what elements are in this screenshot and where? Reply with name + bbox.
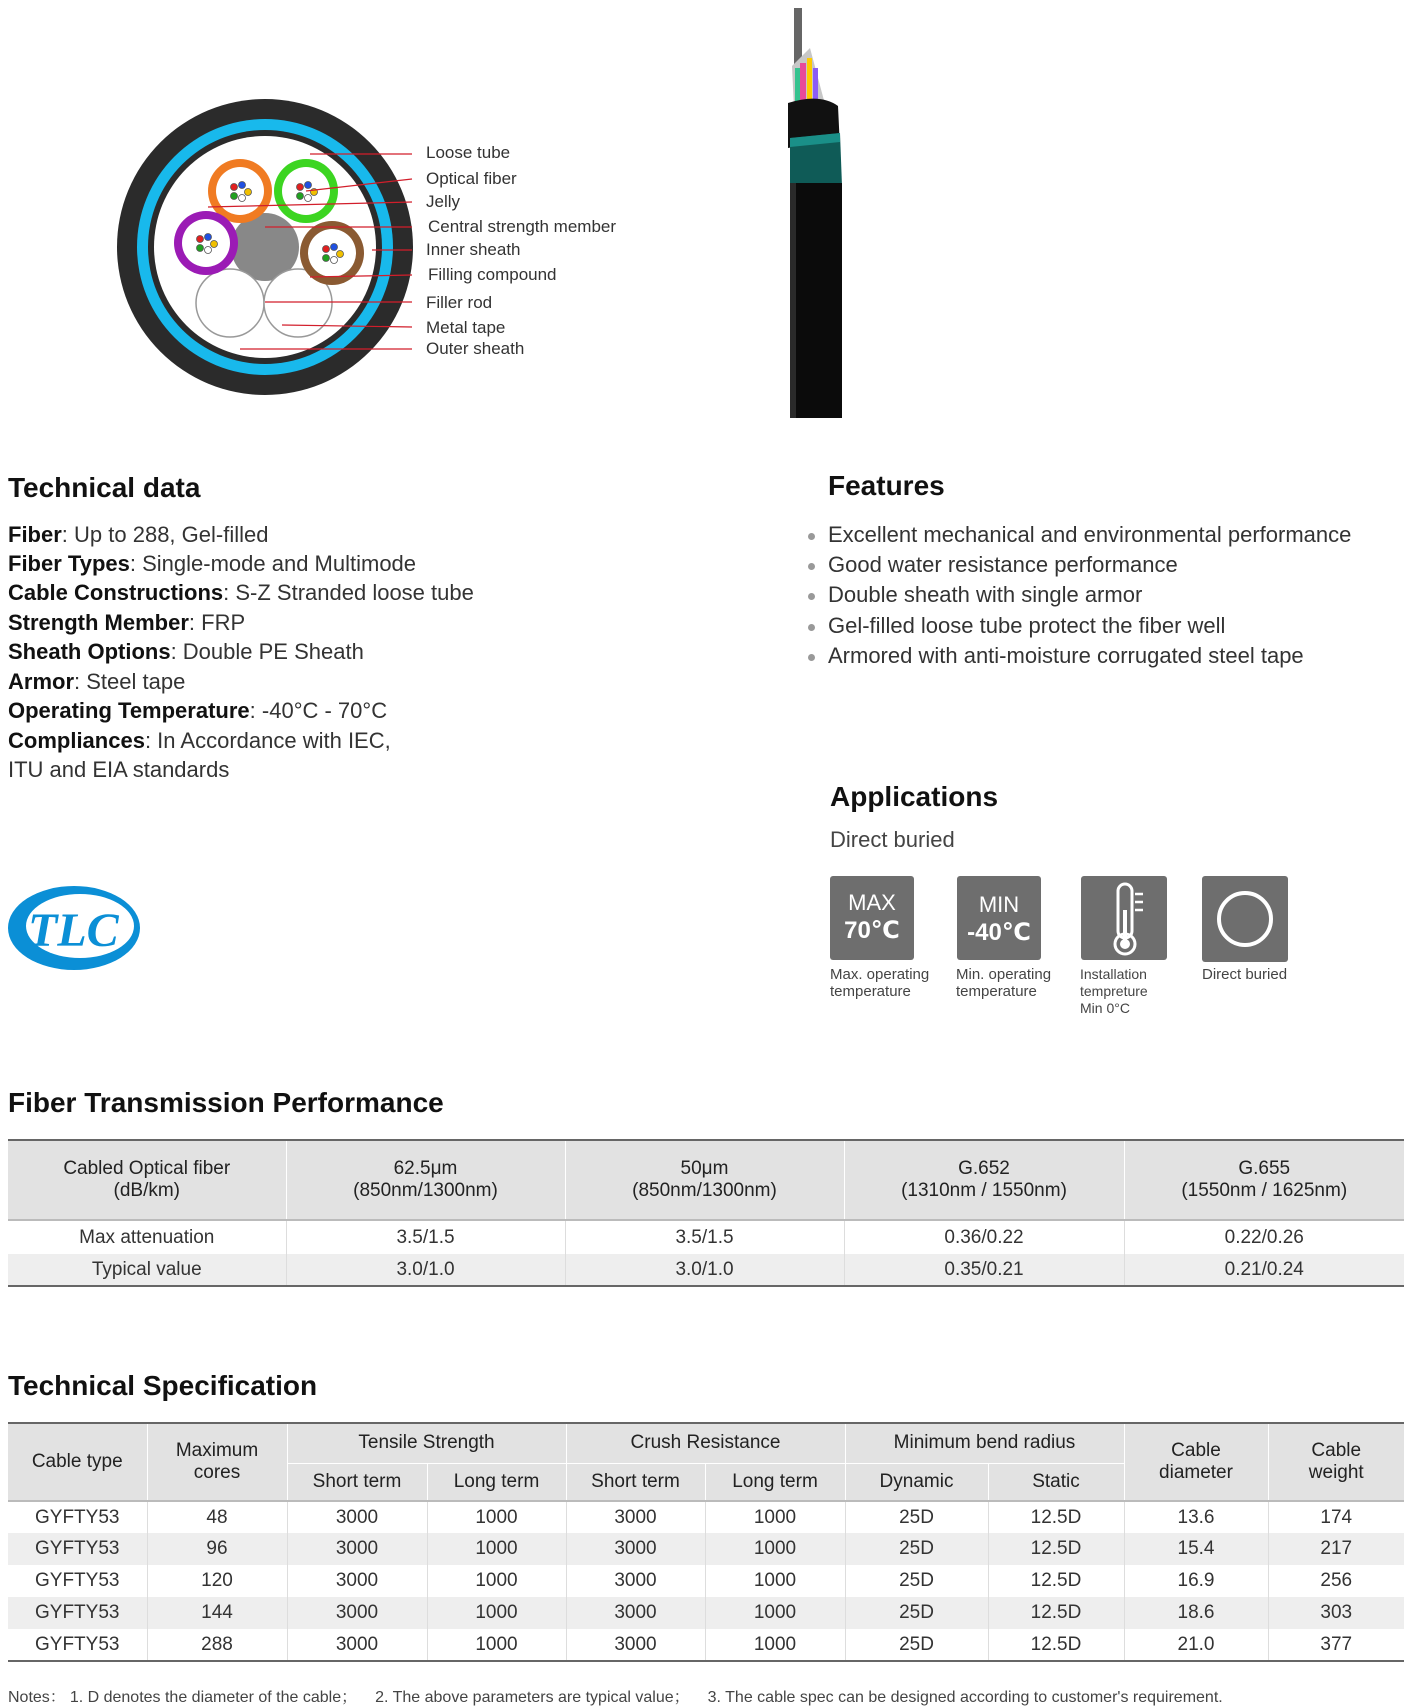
technical-data-title: Technical data bbox=[8, 472, 201, 503]
feature-item: Armored with anti-moisture corrugated steel tape bbox=[828, 643, 1304, 668]
feature-item: Double sheath with single armor bbox=[828, 582, 1143, 607]
table-row bbox=[8, 1565, 1404, 1597]
table-cell: 25D bbox=[845, 1629, 988, 1661]
table-cell: GYFTY53 bbox=[8, 1629, 147, 1661]
table-cell: GYFTY53 bbox=[8, 1533, 147, 1565]
table-cell: 3.5/1.5 bbox=[286, 1220, 565, 1254]
table-cell: 288 bbox=[147, 1629, 287, 1661]
header-cell: Short term bbox=[566, 1463, 705, 1501]
header-cell: Maximum cores bbox=[147, 1423, 287, 1501]
table-cell: 12.5D bbox=[988, 1629, 1124, 1661]
table-cell: 3000 bbox=[566, 1629, 705, 1661]
direct-buried-caption: Direct buried bbox=[1202, 966, 1288, 983]
table-cell: 3000 bbox=[287, 1533, 427, 1565]
feature-item: Gel-filled loose tube protect the fiber well bbox=[828, 613, 1226, 638]
table-cell: 1000 bbox=[705, 1501, 845, 1533]
tech-item-strength-member: Strength Member: FRP bbox=[8, 610, 246, 635]
label-outer-sheath: Outer sheath bbox=[426, 339, 525, 358]
note-item: 1. D denotes the diameter of the cable； bbox=[69, 1689, 358, 1706]
table-cell: 0.35/0.21 bbox=[844, 1254, 1124, 1286]
table-cell: 1000 bbox=[427, 1597, 566, 1629]
table-cell: 96 bbox=[147, 1533, 287, 1565]
header-cell: 50μm (850nm/1300nm) bbox=[565, 1140, 844, 1220]
tech-item-operating-temperature: Operating Temperature: -40°C - 70°C bbox=[8, 698, 388, 723]
table-cell: 3000 bbox=[566, 1565, 705, 1597]
table-cell: 12.5D bbox=[988, 1565, 1124, 1597]
header-cell: G.652 (1310nm / 1550nm) bbox=[844, 1140, 1124, 1220]
table-row bbox=[8, 1254, 1404, 1286]
table-cell: GYFTY53 bbox=[8, 1565, 147, 1597]
table-cell: 1000 bbox=[427, 1629, 566, 1661]
cable-product-image bbox=[780, 8, 880, 418]
table-cell: Max attenuation bbox=[8, 1220, 286, 1254]
min-temp-icon bbox=[957, 876, 1041, 960]
max-temp-label: MAX bbox=[848, 890, 896, 915]
table-row bbox=[8, 1597, 1404, 1629]
table-cell: 377 bbox=[1320, 1633, 1353, 1655]
table-cell: 0.36/0.22 bbox=[844, 1220, 1124, 1254]
fiber-transmission-table bbox=[8, 1139, 1404, 1287]
feature-item: Good water resistance performance bbox=[828, 552, 1178, 577]
tech-item-fiber: Fiber: Up to 288, Gel-filled bbox=[8, 522, 269, 547]
max-temp-caption: Max. operating temperature bbox=[830, 966, 930, 1000]
applications-text: Direct buried bbox=[830, 827, 955, 852]
label-inner-sheath: Inner sheath bbox=[426, 240, 521, 259]
notes-prefix: Notes： bbox=[8, 1689, 66, 1706]
tech-item-sheath-options: Sheath Options: Double PE Sheath bbox=[8, 639, 364, 664]
header-cell: Dynamic bbox=[845, 1463, 988, 1501]
table-cell: 3000 bbox=[566, 1597, 705, 1629]
table-cell: 18.6 bbox=[1124, 1597, 1268, 1629]
table-cell: 25D bbox=[845, 1565, 988, 1597]
table-cell: 13.6 bbox=[1124, 1501, 1268, 1533]
header-cell: G.655 (1550nm / 1625nm) bbox=[1124, 1140, 1404, 1220]
table-cell: GYFTY53 bbox=[8, 1597, 147, 1629]
label-central-strength-member: Central strength member bbox=[428, 217, 617, 236]
header-cell: Minimum bend radius bbox=[845, 1423, 1124, 1463]
table-row bbox=[8, 1629, 1404, 1661]
technical-spec-title: Technical Specification bbox=[8, 1370, 318, 1401]
label-filling-compound: Filling compound bbox=[428, 265, 557, 284]
header-cell: Short term bbox=[287, 1463, 427, 1501]
table-header-row bbox=[8, 1140, 1404, 1220]
features-title: Features bbox=[828, 470, 945, 501]
tech-item-compliances: Compliances: In Accordance with IEC, bbox=[8, 728, 391, 753]
label-filler-rod: Filler rod bbox=[426, 293, 493, 312]
table-cell: 15.4 bbox=[1124, 1533, 1268, 1565]
min-temp-caption: Min. operating temperature bbox=[956, 966, 1052, 1000]
table-row bbox=[8, 1501, 1404, 1533]
table-header-row bbox=[8, 1423, 1404, 1463]
table-cell: 3000 bbox=[566, 1501, 705, 1533]
header-cell: Crush Resistance bbox=[566, 1423, 845, 1463]
table-cell: GYFTY53 bbox=[8, 1501, 147, 1533]
table-cell: 3000 bbox=[566, 1533, 705, 1565]
notes bbox=[8, 1684, 1241, 1707]
tech-item-compliances-continued: ITU and EIA standards bbox=[8, 757, 230, 782]
table-cell: 3.0/1.0 bbox=[286, 1254, 565, 1286]
table-cell: 25D bbox=[845, 1597, 988, 1629]
max-temp-value: 70℃ bbox=[844, 917, 900, 944]
table-cell: 16.9 bbox=[1124, 1565, 1268, 1597]
header-cell: Long term bbox=[705, 1463, 845, 1501]
header-cell: Cable type bbox=[8, 1423, 147, 1501]
tech-item-armor: Armor: Steel tape bbox=[8, 669, 186, 694]
table-cell: 3000 bbox=[287, 1629, 427, 1661]
label-optical-fiber: Optical fiber bbox=[426, 169, 517, 188]
label-metal-tape: Metal tape bbox=[426, 318, 506, 337]
header-cell: Cable weight bbox=[1268, 1423, 1404, 1501]
table-cell: 3000 bbox=[287, 1597, 427, 1629]
header-cell: Long term bbox=[427, 1463, 566, 1501]
table-cell: 217 bbox=[1320, 1538, 1353, 1559]
table-cell: 1000 bbox=[705, 1565, 845, 1597]
note-item: 3. The cable spec can be designed according to customer's requirement. bbox=[707, 1689, 1223, 1706]
technical-spec-table bbox=[8, 1422, 1404, 1662]
table-cell: 256 bbox=[1320, 1570, 1353, 1591]
table-cell: 3.5/1.5 bbox=[565, 1220, 844, 1254]
fiber-transmission-title: Fiber Transmission Performance bbox=[8, 1087, 444, 1118]
table-cell: 0.21/0.24 bbox=[1224, 1258, 1304, 1280]
header-cell: Cable diameter bbox=[1124, 1423, 1268, 1501]
cable-cross-section-diagram bbox=[110, 95, 680, 400]
circle-icon bbox=[1202, 876, 1288, 962]
table-cell: 1000 bbox=[427, 1565, 566, 1597]
table-row bbox=[8, 1533, 1404, 1565]
thermometer-icon bbox=[1081, 876, 1167, 960]
table-cell: 1000 bbox=[705, 1597, 845, 1629]
table-cell: 48 bbox=[147, 1501, 287, 1533]
logo-text: TLC bbox=[28, 904, 119, 957]
table-cell: 1000 bbox=[427, 1501, 566, 1533]
max-temp-icon bbox=[830, 876, 914, 960]
table-cell: 120 bbox=[147, 1565, 287, 1597]
table-cell: 25D bbox=[845, 1501, 988, 1533]
table-cell: 12.5D bbox=[988, 1533, 1124, 1565]
table-cell: 21.0 bbox=[1124, 1629, 1268, 1661]
table-cell: 1000 bbox=[705, 1629, 845, 1661]
table-cell: 3000 bbox=[287, 1501, 427, 1533]
header-cell: 62.5μm (850nm/1300nm) bbox=[286, 1140, 565, 1220]
table-cell: 144 bbox=[147, 1597, 287, 1629]
header-cell: Tensile Strength bbox=[287, 1423, 566, 1463]
table-cell: 12.5D bbox=[988, 1501, 1124, 1533]
label-jelly: Jelly bbox=[426, 192, 461, 211]
installation-temp-caption: Installation tempreture Min 0°C bbox=[1080, 966, 1148, 1016]
note-item: 2. The above parameters are typical value； bbox=[375, 1689, 690, 1706]
tlc-logo bbox=[6, 880, 142, 976]
table-cell: 3000 bbox=[287, 1565, 427, 1597]
table-cell: 174 bbox=[1320, 1506, 1353, 1528]
table-cell: 3.0/1.0 bbox=[565, 1254, 844, 1286]
table-cell: 1000 bbox=[427, 1533, 566, 1565]
label-loose-tube: Loose tube bbox=[426, 143, 511, 162]
min-temp-label: MIN bbox=[978, 892, 1020, 917]
table-cell: 0.22/0.26 bbox=[1224, 1226, 1304, 1248]
table-cell: Typical value bbox=[8, 1254, 286, 1286]
table-cell: 1000 bbox=[705, 1533, 845, 1565]
table-row bbox=[8, 1220, 1404, 1254]
applications-title: Applications bbox=[830, 781, 999, 812]
tech-item-fiber-types: Fiber Types: Single-mode and Multimode bbox=[8, 551, 417, 576]
table-cell: 303 bbox=[1320, 1602, 1353, 1623]
table-cell: 25D bbox=[845, 1533, 988, 1565]
table-cell: 12.5D bbox=[988, 1597, 1124, 1629]
header-cell: Cabled Optical fiber (dB/km) bbox=[8, 1140, 286, 1220]
feature-item: Excellent mechanical and environmental performance bbox=[828, 522, 1352, 547]
min-temp-value: -40℃ bbox=[967, 919, 1031, 946]
header-cell: Static bbox=[988, 1463, 1124, 1501]
tech-item-cable-constructions: Cable Constructions: S-Z Stranded loose tube bbox=[8, 580, 474, 605]
